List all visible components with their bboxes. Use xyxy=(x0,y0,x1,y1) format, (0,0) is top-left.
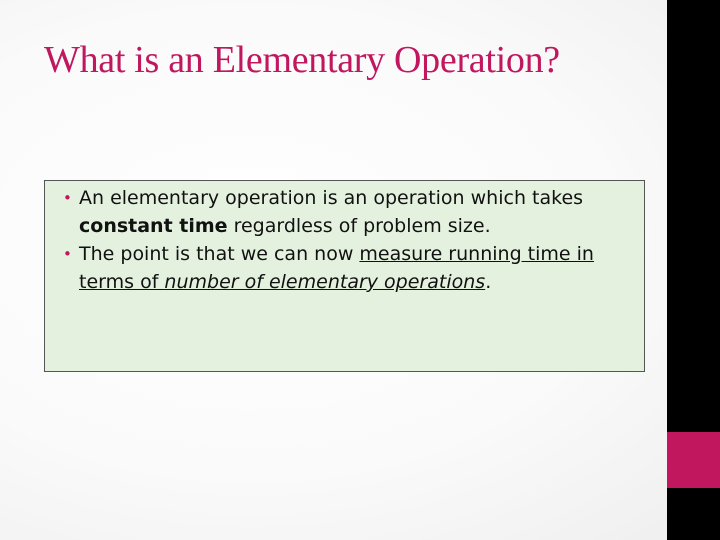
bullet-list xyxy=(57,184,634,296)
bullet-item-definition xyxy=(57,184,634,240)
bullet-text-end: . xyxy=(485,271,492,293)
bullet-dot-icon: • xyxy=(63,245,72,263)
bullet-item-measure xyxy=(57,240,634,296)
side-accent-block xyxy=(667,432,720,488)
bullet-text: The point is that we can now xyxy=(79,243,360,265)
bullet-text: An elementary operation is an operation which takes xyxy=(79,187,584,209)
content-box xyxy=(44,180,645,372)
slide-title: What is an Elementary Operation? xyxy=(44,39,560,81)
bullet-dot-icon: • xyxy=(63,189,72,207)
bullet-text-end: regardless of problem size. xyxy=(227,215,491,237)
italic-underlined-phrase: number of elementary operations xyxy=(164,271,486,293)
underlined-phrase: measure running time in terms of xyxy=(79,243,594,293)
bold-phrase: constant time xyxy=(79,215,228,237)
